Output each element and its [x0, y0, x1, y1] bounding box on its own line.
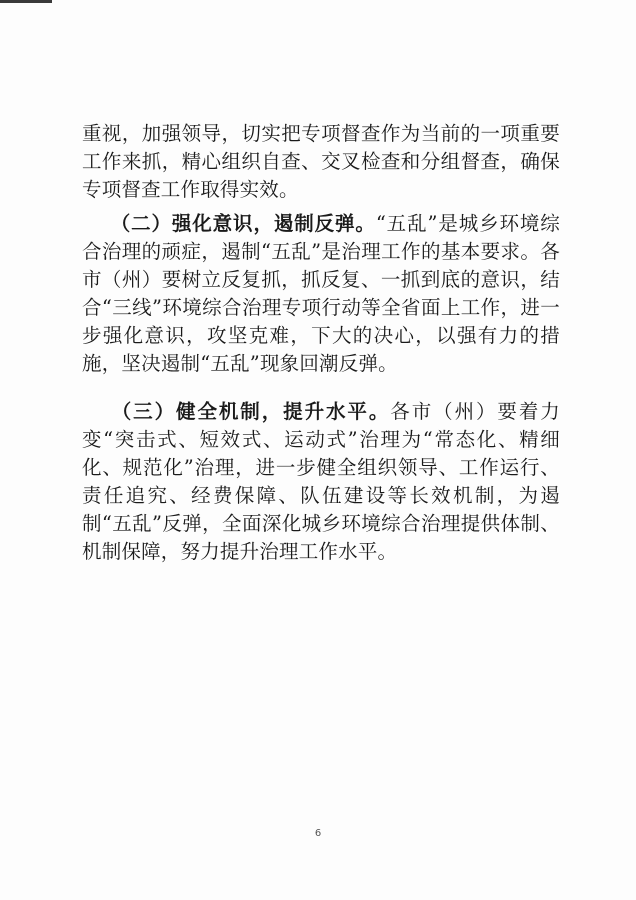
scan-corner-mark — [0, 0, 52, 3]
paragraph-text: “五乱”是城乡环境综合治理的顽症，遏制“五乱”是治理工作的基本要求。各市（州）要树立反复抓，抓反复、一抓到底的意识，结合“三线”环境综合治理专项行动等全省面上工作，进一步强化意识，攻坚克难，下大的决心，以强有力的措施，坚决遏制“五乱”现象回潮反弹。 — [82, 212, 560, 375]
section-heading: （三）健全机制，提升水平。 — [110, 400, 391, 423]
page-number: 6 — [314, 828, 322, 839]
paragraph-section-2 — [82, 210, 560, 378]
paragraph-continuation — [82, 120, 560, 204]
paragraph-section-3 — [82, 398, 560, 566]
paragraph-text: 各市（州）要着力变“突击式、短效式、运动式”治理为“常态化、精细化、规范化”治理，进一步健全组织领导、工作运行、责任追究、经费保障、队伍建设等长效机制，为遏制“五乱”反弹，全面深化城乡环境综合治理提供体制、机制保障，努力提升治理工作水平。 — [82, 400, 560, 563]
section-heading: （二）强化意识，遏制反弹。 — [110, 212, 376, 235]
paragraph-text: 重视，加强领导，切实把专项督查作为当前的一项重要工作来抓，精心组织自查、交叉检查和分组督查，确保专项督查工作取得实效。 — [82, 122, 560, 201]
